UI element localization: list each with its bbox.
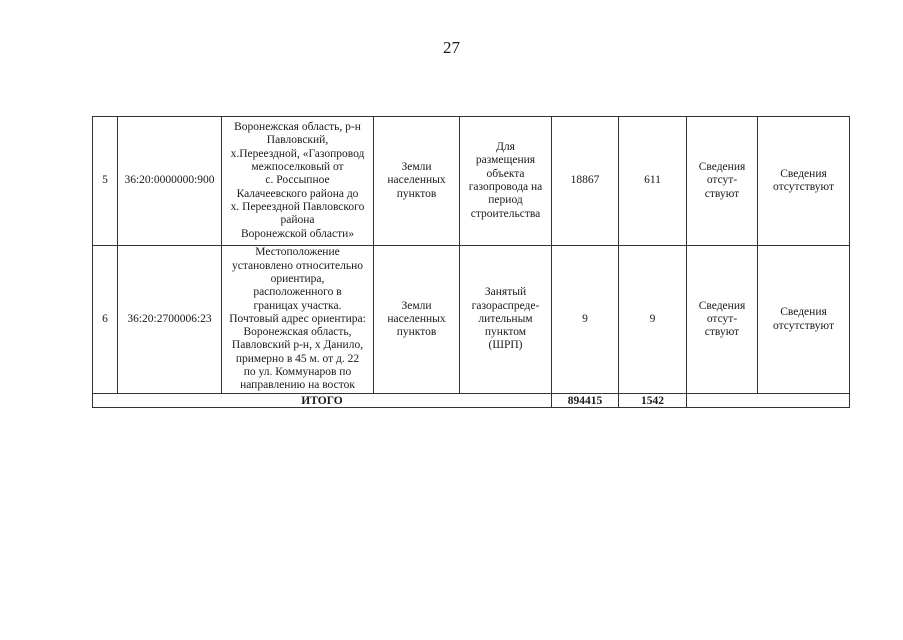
total-label: ИТОГО <box>93 394 552 408</box>
land-plots-table <box>92 116 850 408</box>
col7-cell: 9 <box>619 246 687 394</box>
page-number: 27 <box>443 38 460 57</box>
total-area: 894415 <box>552 394 619 408</box>
col7-cell: 611 <box>619 117 687 246</box>
rights-cell: Сведения отсут- ствуют <box>687 246 758 394</box>
cadastral-number: 36:20:0000000:900 <box>118 117 222 246</box>
table-row <box>93 117 850 246</box>
land-category-cell: Земли населенных пунктов <box>374 246 460 394</box>
land-category-cell: Земли населенных пунктов <box>374 117 460 246</box>
area-cell: 18867 <box>552 117 619 246</box>
encumbrance-cell: Сведения отсутствуют <box>758 246 850 394</box>
total-col7: 1542 <box>619 394 687 408</box>
area-cell: 9 <box>552 246 619 394</box>
total-row <box>93 394 850 408</box>
cadastral-number: 36:20:2700006:23 <box>118 246 222 394</box>
permitted-use-cell: Занятый газораспреде- лительным пунктом (ШРП) <box>460 246 552 394</box>
address-cell: Воронежская область, р-н Павловский, х.Переездной, «Газопровод межпоселковый от с. Россыпное Калачеевского района до х. Переездной Павловского района Воронежской области» <box>222 117 374 246</box>
row-number: 5 <box>93 117 118 246</box>
total-empty-cell <box>687 394 850 408</box>
row-number: 6 <box>93 246 118 394</box>
permitted-use-cell: Для размещения объекта газопровода на период строительства <box>460 117 552 246</box>
table-row <box>93 246 850 394</box>
address-cell: Местоположение установлено относительно ориентира, расположенного в границах участка. Почтовый адрес ориентира: Воронежская область, Павловский р-н, х Данило, примерно в 45 м. от д. 22 по ул. Коммунаров по направлению на восток <box>222 246 374 394</box>
rights-cell: Сведения отсут- ствуют <box>687 117 758 246</box>
encumbrance-cell: Сведения отсутствуют <box>758 117 850 246</box>
